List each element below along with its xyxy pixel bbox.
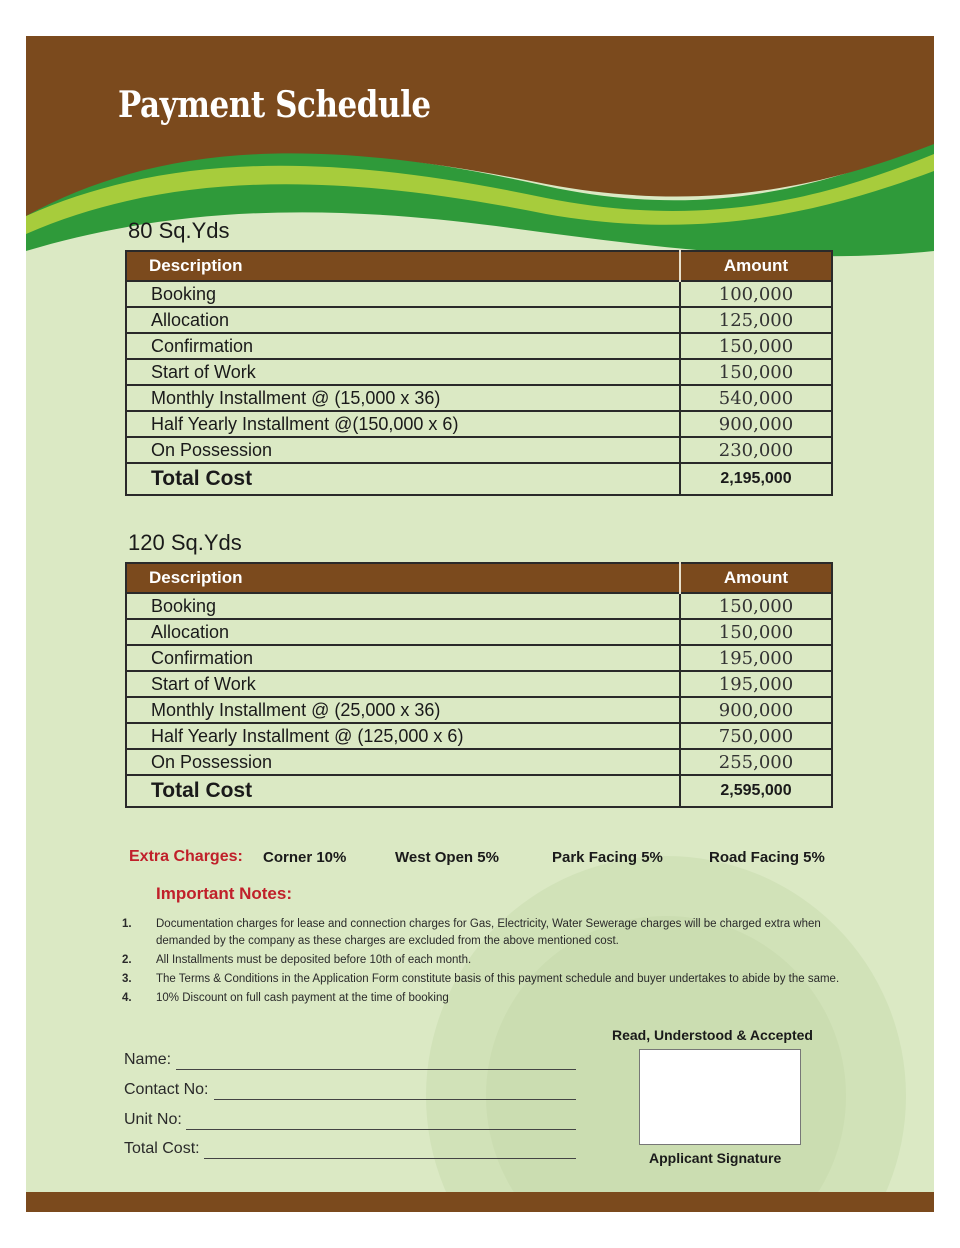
note-text: The Terms & Conditions in the Application Form constitute basis of this payment schedule and buyer undertakes to abide by the same. — [156, 973, 840, 985]
note-number: 1. — [122, 918, 132, 930]
name-line[interactable] — [176, 1069, 576, 1070]
row-description: Monthly Installment @ (25,000 x 36) — [126, 697, 680, 723]
signature-box[interactable] — [639, 1049, 801, 1145]
table-row — [126, 307, 832, 333]
note-text: All Installments must be deposited before 10th of each month. — [156, 954, 472, 966]
row-description: Start of Work — [126, 671, 680, 697]
row-amount: 125,000 — [680, 307, 832, 333]
total-label: Total Cost — [126, 463, 680, 495]
row-amount: 100,000 — [680, 281, 832, 307]
row-description: On Possession — [126, 437, 680, 463]
note-number: 3. — [122, 973, 132, 985]
total-cost-label: Total Cost: — [124, 1140, 200, 1157]
row-amount: 150,000 — [680, 593, 832, 619]
note-number: 4. — [122, 992, 132, 1004]
table-header-row — [126, 251, 832, 281]
row-amount: 150,000 — [680, 333, 832, 359]
schedule-table-120 — [125, 562, 833, 808]
column-header-description: Description — [126, 251, 680, 281]
payment-schedule-page — [26, 36, 934, 1212]
table-row — [126, 671, 832, 697]
note-text: 10% Discount on full cash payment at the time of booking — [156, 992, 449, 1004]
row-description: Confirmation — [126, 333, 680, 359]
row-amount: 540,000 — [680, 385, 832, 411]
note-item — [122, 916, 852, 950]
notes-title: Important Notes: — [156, 884, 292, 903]
note-item — [122, 952, 852, 969]
total-label: Total Cost — [126, 775, 680, 807]
column-header-amount: Amount — [680, 251, 832, 281]
table-row — [126, 645, 832, 671]
total-row — [126, 463, 832, 495]
section-title-80: 80 Sq.Yds — [128, 218, 230, 243]
total-cost-line[interactable] — [204, 1158, 576, 1159]
row-amount: 195,000 — [680, 671, 832, 697]
total-row — [126, 775, 832, 807]
unit-label: Unit No: — [124, 1111, 182, 1128]
table-row — [126, 437, 832, 463]
row-description: Start of Work — [126, 359, 680, 385]
row-amount: 150,000 — [680, 619, 832, 645]
footer-bar — [26, 1192, 934, 1212]
row-description: Monthly Installment @ (15,000 x 36) — [126, 385, 680, 411]
contact-field[interactable] — [124, 1081, 576, 1103]
notes-list — [122, 916, 852, 1009]
row-amount: 230,000 — [680, 437, 832, 463]
extra-charges-label: Extra Charges: — [129, 848, 243, 865]
contact-label: Contact No: — [124, 1081, 209, 1098]
table-row — [126, 385, 832, 411]
table-row — [126, 411, 832, 437]
table-row — [126, 359, 832, 385]
row-amount: 900,000 — [680, 697, 832, 723]
extra-charge-park-facing: Park Facing 5% — [552, 849, 663, 866]
note-item — [122, 971, 852, 988]
name-field[interactable] — [124, 1051, 576, 1073]
schedule-table-80 — [125, 250, 833, 496]
extra-charges — [129, 848, 849, 870]
row-description: On Possession — [126, 749, 680, 775]
table-row — [126, 593, 832, 619]
note-number: 2. — [122, 954, 132, 966]
row-amount: 195,000 — [680, 645, 832, 671]
signature-label: Applicant Signature — [649, 1150, 782, 1166]
row-description: Booking — [126, 593, 680, 619]
table-row — [126, 281, 832, 307]
row-description: Confirmation — [126, 645, 680, 671]
extra-charge-road-facing: Road Facing 5% — [709, 849, 825, 866]
row-description: Half Yearly Installment @(150,000 x 6) — [126, 411, 680, 437]
total-amount: 2,595,000 — [680, 775, 832, 807]
row-description: Half Yearly Installment @ (125,000 x 6) — [126, 723, 680, 749]
table-row — [126, 619, 832, 645]
table-header-row — [126, 563, 832, 593]
table-row — [126, 749, 832, 775]
table-row — [126, 723, 832, 749]
table-row — [126, 333, 832, 359]
row-amount: 900,000 — [680, 411, 832, 437]
row-description: Allocation — [126, 307, 680, 333]
note-item — [122, 990, 852, 1007]
total-cost-field[interactable] — [124, 1140, 576, 1162]
column-header-amount: Amount — [680, 563, 832, 593]
name-label: Name: — [124, 1051, 172, 1068]
section-title-120: 120 Sq.Yds — [128, 530, 242, 555]
row-amount: 255,000 — [680, 749, 832, 775]
row-amount: 750,000 — [680, 723, 832, 749]
page-title: Payment Schedule — [118, 84, 431, 126]
table-row — [126, 697, 832, 723]
extra-charge-corner: Corner 10% — [263, 849, 347, 866]
unit-line[interactable] — [186, 1129, 576, 1130]
row-description: Allocation — [126, 619, 680, 645]
accept-label: Read, Understood & Accepted — [612, 1027, 813, 1043]
note-text: Documentation charges for lease and connection charges for Gas, Electricity, Water Sewerage charges will be charged extra when demanded by the company as these charges are excluded from the above mentioned cost. — [156, 918, 821, 947]
extra-charge-west-open: West Open 5% — [395, 849, 499, 866]
row-description: Booking — [126, 281, 680, 307]
column-header-description: Description — [126, 563, 680, 593]
total-amount: 2,195,000 — [680, 463, 832, 495]
unit-field[interactable] — [124, 1111, 576, 1133]
contact-line[interactable] — [214, 1099, 576, 1100]
row-amount: 150,000 — [680, 359, 832, 385]
